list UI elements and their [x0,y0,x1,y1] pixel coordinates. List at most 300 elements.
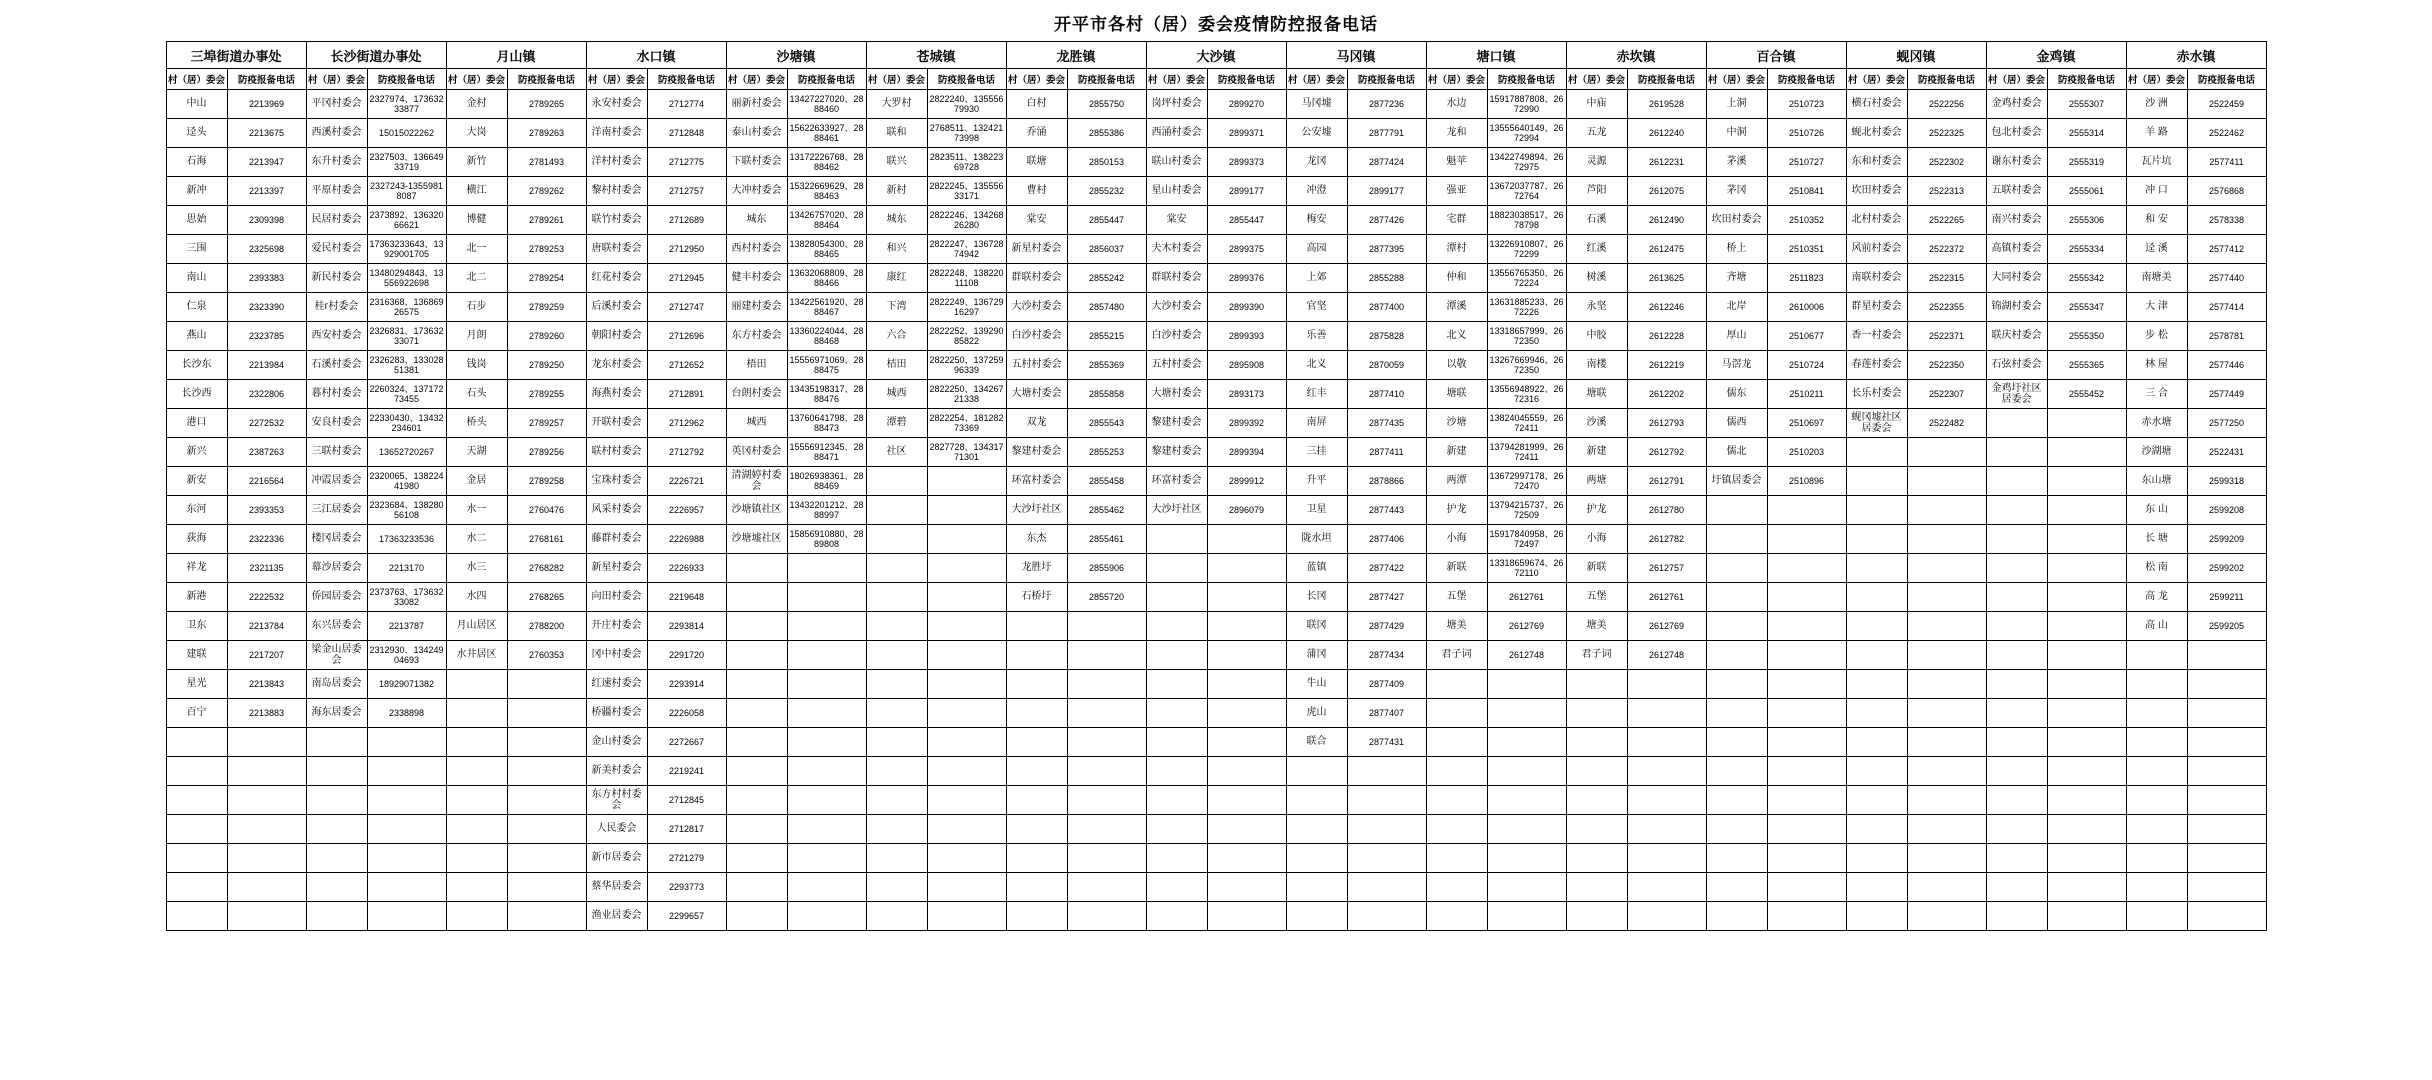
town-header: 塘口镇 [1426,42,1566,69]
village-name-cell: 南屏 [1286,409,1347,438]
phone-number-cell: 2612075 [1627,177,1706,206]
village-name-cell: 朝阳村委会 [586,322,647,351]
phone-number-cell: 13631885233、2672226 [1487,293,1566,322]
phone-number-cell: 2612231 [1627,148,1706,177]
phone-number-cell: 2712848 [647,119,726,148]
empty-cell [1487,728,1566,757]
village-name-cell: 南岛居委会 [306,670,367,699]
phone-number-cell: 2855447 [1207,206,1286,235]
village-name-cell: 水一 [446,496,507,525]
village-name-cell: 林 屋 [2126,351,2187,380]
phone-number-cell: 2612202 [1627,380,1706,409]
empty-cell [507,670,586,699]
empty-cell [1767,902,1846,931]
village-name-cell: 棠安 [1006,206,1067,235]
empty-cell [1207,786,1286,815]
village-name-cell: 新联 [1426,554,1487,583]
phone-number-cell: 2555365 [2047,351,2126,380]
village-name-cell: 公安墟 [1286,119,1347,148]
column-header-tel: 防疫报备电话 [2047,69,2126,90]
phone-number-cell: 2789261 [507,206,586,235]
village-name-cell: 官坚 [1286,293,1347,322]
empty-cell [1986,438,2047,467]
village-name-cell: 荻海 [166,525,227,554]
empty-cell [166,728,227,757]
village-name-cell: 乔涌 [1006,119,1067,148]
village-name-cell: 茅冈 [1706,177,1767,206]
village-name-cell: 东 山 [2126,496,2187,525]
empty-cell [927,496,1006,525]
empty-cell [1067,728,1146,757]
empty-cell [1487,844,1566,873]
phone-number-cell: 2877434 [1347,641,1426,670]
village-name-cell: 迳 溪 [2126,235,2187,264]
phone-number-cell: 2555061 [2047,177,2126,206]
empty-cell [1146,612,1207,641]
phone-number-cell: 2822240、13555679930 [927,90,1006,119]
empty-cell [1907,786,1986,815]
phone-number-cell: 2510723 [1767,90,1846,119]
empty-cell [1426,786,1487,815]
empty-cell [446,873,507,902]
empty-cell [787,641,866,670]
village-name-cell: 三挂 [1286,438,1347,467]
empty-cell [1347,844,1426,873]
phone-number-cell: 2877409 [1347,670,1426,699]
table-row [166,148,2266,177]
village-name-cell: 海东居委会 [306,699,367,728]
phone-number-cell: 2789257 [507,409,586,438]
village-name-cell: 塘联 [1566,380,1627,409]
village-name-cell: 君子词 [1566,641,1627,670]
empty-cell [1006,612,1067,641]
empty-cell [1207,525,1286,554]
page-title: 开平市各村（居）委会疫情防控报备电话 [1054,15,1378,34]
phone-number-cell: 17363233536 [367,525,446,554]
village-name-cell: 塘联 [1426,380,1487,409]
phone-number-cell: 2899392 [1207,409,1286,438]
village-name-cell: 五堡 [1566,583,1627,612]
empty-cell [1347,902,1426,931]
village-name-cell: 月山居区 [446,612,507,641]
village-name-cell: 民居村委会 [306,206,367,235]
empty-cell [1907,641,1986,670]
village-name-cell: 冲 口 [2126,177,2187,206]
phone-number-cell: 2510727 [1767,148,1846,177]
village-name-cell: 香一村委会 [1846,322,1907,351]
phone-number-cell: 2213397 [227,177,306,206]
empty-cell [1767,525,1846,554]
phone-number-cell: 2877443 [1347,496,1426,525]
empty-cell [787,757,866,786]
village-name-cell: 沙塘墟社区 [726,525,787,554]
phone-number-cell: 2599318 [2187,467,2266,496]
phone-number-cell: 2555307 [2047,90,2126,119]
empty-cell [1006,641,1067,670]
phone-number-cell: 2510677 [1767,322,1846,351]
empty-cell [726,757,787,786]
empty-cell [927,467,1006,496]
empty-cell [1146,786,1207,815]
empty-cell [1487,757,1566,786]
empty-cell [927,612,1006,641]
phone-number-cell: 2393383 [227,264,306,293]
village-name-cell: 虎山 [1286,699,1347,728]
phone-number-cell: 2855750 [1067,90,1146,119]
village-name-cell: 长沙东 [166,351,227,380]
empty-cell [1487,699,1566,728]
phone-number-cell: 2510841 [1767,177,1846,206]
village-name-cell: 南塘美 [2126,264,2187,293]
village-name-cell: 中庙 [1566,90,1627,119]
village-name-cell: 岗坪村委会 [1146,90,1207,119]
empty-cell [787,873,866,902]
village-name-cell: 丽建村委会 [726,293,787,322]
empty-cell [1207,699,1286,728]
village-name-cell: 芦阳 [1566,177,1627,206]
village-name-cell: 大沙村委会 [1006,293,1067,322]
empty-cell [306,728,367,757]
column-header-name: 村（居）委会 [1286,69,1347,90]
village-name-cell: 大塘村委会 [1006,380,1067,409]
table-row [166,554,2266,583]
village-name-cell: 北二 [446,264,507,293]
village-name-cell: 水井居区 [446,641,507,670]
village-name-cell: 龙和 [1426,119,1487,148]
village-name-cell: 包北村委会 [1986,119,2047,148]
phone-number-cell: 2822252、13929085822 [927,322,1006,351]
empty-cell [1207,873,1286,902]
column-header-name: 村（居）委会 [726,69,787,90]
empty-cell [2126,699,2187,728]
village-name-cell: 强亚 [1426,177,1487,206]
town-header: 百合镇 [1706,42,1846,69]
phone-number-cell: 2510352 [1767,206,1846,235]
empty-cell [1146,815,1207,844]
empty-cell [927,815,1006,844]
village-name-cell: 塘美 [1566,612,1627,641]
table-row [166,873,2266,902]
phone-number-cell: 2712747 [647,293,726,322]
phone-number-cell: 2789253 [507,235,586,264]
phone-number-cell: 2213170 [367,554,446,583]
village-name-cell: 泰山村委会 [726,119,787,148]
empty-cell [1347,757,1426,786]
phone-number-cell: 2877429 [1347,612,1426,641]
phone-number-cell: 2855458 [1067,467,1146,496]
empty-cell [507,728,586,757]
phone-number-cell: 2510697 [1767,409,1846,438]
empty-cell [1986,525,2047,554]
village-name-cell: 藤群村委会 [586,525,647,554]
empty-cell [2126,728,2187,757]
phone-number-cell: 2555452 [2047,380,2126,409]
phone-number-cell: 2822248、13822011108 [927,264,1006,293]
empty-cell [166,757,227,786]
phone-number-cell: 2510726 [1767,119,1846,148]
empty-cell [1986,902,2047,931]
empty-cell [1067,815,1146,844]
empty-cell [866,641,927,670]
village-name-cell: 潭村 [1426,235,1487,264]
phone-number-cell: 2599202 [2187,554,2266,583]
column-header-name: 村（居）委会 [2126,69,2187,90]
village-name-cell: 高 山 [2126,612,2187,641]
empty-cell [2047,409,2126,438]
village-name-cell: 羊 路 [2126,119,2187,148]
empty-cell [166,815,227,844]
empty-cell [2047,583,2126,612]
phone-number-cell: 2576868 [2187,177,2266,206]
column-header-name: 村（居）委会 [446,69,507,90]
empty-cell [866,525,927,554]
town-header-row [166,42,2266,69]
empty-cell [1006,815,1067,844]
phone-number-cell: 2613625 [1627,264,1706,293]
village-name-cell: 儒北 [1706,438,1767,467]
village-name-cell: 中山 [166,90,227,119]
phone-number-cell: 2822245、13555633171 [927,177,1006,206]
phone-number-cell: 2857480 [1067,293,1146,322]
empty-cell [2047,873,2126,902]
table-row [166,409,2266,438]
empty-cell [1767,670,1846,699]
phone-number-cell: 2899373 [1207,148,1286,177]
empty-cell [927,844,1006,873]
phone-number-cell: 2712774 [647,90,726,119]
village-name-cell: 水三 [446,554,507,583]
phone-number-cell: 2522482 [1907,409,1986,438]
village-name-cell: 潭碧 [866,409,927,438]
column-header-tel: 防疫报备电话 [367,69,446,90]
empty-cell [227,757,306,786]
empty-cell [1846,786,1907,815]
village-name-cell: 星光 [166,670,227,699]
phone-number-cell: 2226988 [647,525,726,554]
phone-number-cell: 2612246 [1627,293,1706,322]
village-name-cell: 群联村委会 [1146,264,1207,293]
table-row [166,351,2266,380]
phone-number-cell: 2387263 [227,438,306,467]
village-name-cell: 横江 [446,177,507,206]
phone-number-cell: 2788200 [507,612,586,641]
empty-cell [1207,728,1286,757]
village-name-cell: 上郊 [1286,264,1347,293]
column-header-name: 村（居）委会 [1706,69,1767,90]
phone-number-cell: 2789255 [507,380,586,409]
phone-number-cell: 22330430、13432234601 [367,409,446,438]
empty-cell [306,786,367,815]
phone-number-cell: 2510896 [1767,467,1846,496]
village-name-cell: 石弦村委会 [1986,351,2047,380]
empty-cell [2047,844,2126,873]
empty-cell [1986,409,2047,438]
empty-cell [1986,815,2047,844]
village-name-cell: 联山村委会 [1146,148,1207,177]
village-name-cell: 两塘 [1566,467,1627,496]
empty-cell [866,612,927,641]
empty-cell [1907,670,1986,699]
village-name-cell: 五村村委会 [1146,351,1207,380]
village-name-cell: 五堡 [1426,583,1487,612]
table-row [166,757,2266,786]
empty-cell [166,786,227,815]
empty-cell [1846,757,1907,786]
empty-cell [306,902,367,931]
village-name-cell: 黎村村委会 [586,177,647,206]
village-name-cell: 和 安 [2126,206,2187,235]
empty-cell [787,786,866,815]
column-header-tel: 防疫报备电话 [507,69,586,90]
phone-number-cell: 2213784 [227,612,306,641]
empty-cell [2187,873,2266,902]
empty-cell [866,699,927,728]
phone-number-cell: 2222532 [227,583,306,612]
empty-cell [2126,670,2187,699]
village-name-cell: 梅安 [1286,206,1347,235]
empty-cell [2187,757,2266,786]
phone-number-cell: 15917840958、2672497 [1487,525,1566,554]
phone-number-cell: 2612748 [1627,641,1706,670]
phone-number-cell: 2293914 [647,670,726,699]
phone-number-cell: 2522462 [2187,119,2266,148]
empty-cell [1006,786,1067,815]
table-row [166,728,2266,757]
phone-number-cell: 2712775 [647,148,726,177]
phone-number-cell: 15917887808、2672990 [1487,90,1566,119]
empty-cell [787,670,866,699]
empty-cell [2126,786,2187,815]
empty-cell [2187,699,2266,728]
village-name-cell: 新星村委会 [586,554,647,583]
village-name-cell: 北义 [1426,322,1487,351]
empty-cell [1006,873,1067,902]
column-header-tel: 防疫报备电话 [1207,69,1286,90]
empty-cell [1286,844,1347,873]
phone-number-cell: 13632068809、2888466 [787,264,866,293]
empty-cell [1067,844,1146,873]
village-name-cell: 赤水塘 [2126,409,2187,438]
village-name-cell: 大沙圩社区 [1006,496,1067,525]
phone-number-cell: 2522302 [1907,148,1986,177]
village-name-cell: 升平 [1286,467,1347,496]
empty-cell [367,815,446,844]
empty-cell [2126,844,2187,873]
phone-number-cell: 2877410 [1347,380,1426,409]
empty-cell [1986,670,2047,699]
empty-cell [1067,641,1146,670]
table-row [166,612,2266,641]
phone-number-cell: 2577412 [2187,235,2266,264]
empty-cell [1767,699,1846,728]
phone-number-cell: 13480294843、13556922698 [367,264,446,293]
empty-cell [1907,815,1986,844]
phone-number-cell: 2272532 [227,409,306,438]
table-row [166,641,2266,670]
phone-number-cell: 2855447 [1067,206,1146,235]
phone-number-cell: 2323785 [227,322,306,351]
village-name-cell: 石溪 [1566,206,1627,235]
village-name-cell: 群联村委会 [1006,264,1067,293]
table-row [166,264,2266,293]
village-name-cell: 新联 [1566,554,1627,583]
phone-number-cell: 2610006 [1767,293,1846,322]
phone-number-cell: 2321135 [227,554,306,583]
empty-cell [1767,641,1846,670]
empty-cell [446,757,507,786]
empty-cell [866,554,927,583]
phone-number-cell: 2577250 [2187,409,2266,438]
town-header: 龙胜镇 [1006,42,1146,69]
village-name-cell: 以敬 [1426,351,1487,380]
phone-number-cell: 2877422 [1347,554,1426,583]
phone-number-cell: 2768282 [507,554,586,583]
empty-cell [1767,728,1846,757]
phone-number-cell: 2855253 [1067,438,1146,467]
phone-number-cell: 2855288 [1347,264,1426,293]
empty-cell [1986,554,2047,583]
empty-cell [866,757,927,786]
empty-cell [1146,873,1207,902]
empty-cell [2047,757,2126,786]
village-name-cell: 西涌村委会 [1146,119,1207,148]
village-name-cell: 平冈村委会 [306,90,367,119]
phone-number-cell: 13435198317、2888476 [787,380,866,409]
phone-number-cell: 2850153 [1067,148,1146,177]
village-name-cell: 金鸡村委会 [1986,90,2047,119]
phone-number-cell: 2893173 [1207,380,1286,409]
empty-cell [446,728,507,757]
empty-cell [1146,641,1207,670]
empty-cell [166,844,227,873]
village-name-cell: 风前村委会 [1846,235,1907,264]
village-name-cell: 风采村委会 [586,496,647,525]
village-name-cell: 北岸 [1706,293,1767,322]
empty-cell [1846,728,1907,757]
empty-cell [726,641,787,670]
empty-cell [1986,786,2047,815]
village-name-cell: 南兴村委会 [1986,206,2047,235]
village-name-cell: 三围 [166,235,227,264]
phone-number-cell: 2712945 [647,264,726,293]
phone-number-cell: 2213675 [227,119,306,148]
phone-number-cell: 2323684、13828056108 [367,496,446,525]
village-name-cell: 红花村委会 [586,264,647,293]
column-header-tel: 防疫报备电话 [1347,69,1426,90]
phone-number-cell: 2712652 [647,351,726,380]
empty-cell [367,844,446,873]
village-name-cell: 康红 [866,264,927,293]
village-name-cell: 东和村委会 [1846,148,1907,177]
village-name-cell: 长 塘 [2126,525,2187,554]
empty-cell [1146,728,1207,757]
village-name-cell: 松 南 [2126,554,2187,583]
empty-cell [1907,902,1986,931]
village-name-cell: 石步 [446,293,507,322]
phone-number-cell: 2373763、17363233082 [367,583,446,612]
phone-number-cell: 2855858 [1067,380,1146,409]
village-name-cell: 新建 [1566,438,1627,467]
phone-number-cell: 2877406 [1347,525,1426,554]
empty-cell [1006,670,1067,699]
phone-number-cell: 2316368、13686926575 [367,293,446,322]
phone-number-cell: 2877407 [1347,699,1426,728]
empty-cell [1286,786,1347,815]
village-name-cell: 北一 [446,235,507,264]
village-name-cell: 桥上 [1706,235,1767,264]
phone-number-cell: 2855461 [1067,525,1146,554]
village-name-cell: 人民委会 [586,815,647,844]
